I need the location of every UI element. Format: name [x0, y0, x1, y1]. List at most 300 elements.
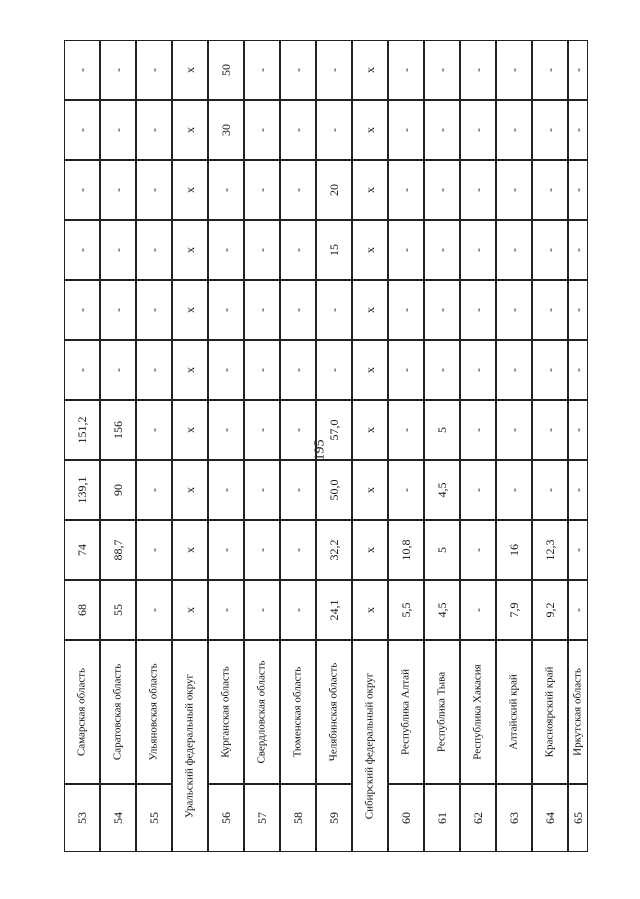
value-cell: [460, 40, 496, 100]
value-cell: [568, 100, 588, 160]
value-cell: [136, 400, 172, 460]
value-cell-text: -: [471, 548, 485, 552]
value-cell-text: -: [291, 428, 305, 432]
row-number: [460, 784, 496, 852]
value-cell: [244, 40, 280, 100]
value-cell: [172, 520, 208, 580]
value-cell-text: -: [543, 188, 557, 192]
value-cell-text: -: [399, 128, 413, 132]
value-cell-text: 50: [219, 64, 233, 76]
value-cell: [568, 580, 588, 640]
region-name: [532, 640, 568, 784]
value-cell: [208, 100, 244, 160]
value-cell-text: x: [183, 127, 197, 133]
value-cell-text: -: [471, 248, 485, 252]
value-cell: [424, 220, 460, 280]
value-cell: [100, 400, 136, 460]
value-cell: [352, 220, 388, 280]
value-cell-text: 88,7: [111, 539, 125, 561]
value-cell: [388, 580, 424, 640]
value-cell: [460, 460, 496, 520]
value-cell: [352, 340, 388, 400]
value-cell-text: -: [147, 68, 161, 72]
value-cell-text: -: [507, 308, 521, 312]
row-number: [280, 784, 316, 852]
row-number-text: 65: [571, 812, 585, 824]
value-cell: [280, 340, 316, 400]
value-cell: [424, 40, 460, 100]
value-cell-text: -: [571, 488, 585, 492]
value-cell-text: x: [363, 127, 377, 133]
value-cell-text: -: [255, 188, 269, 192]
value-cell-text: x: [183, 547, 197, 553]
value-cell: [532, 160, 568, 220]
value-cell: [280, 520, 316, 580]
value-cell: [208, 160, 244, 220]
value-cell-text: 68: [75, 604, 89, 616]
value-cell-text: -: [507, 488, 521, 492]
value-cell: [388, 160, 424, 220]
value-cell-text: -: [507, 428, 521, 432]
value-cell: [244, 100, 280, 160]
value-cell-text: -: [507, 188, 521, 192]
value-cell-text: -: [291, 368, 305, 372]
value-cell-text: 139,1: [75, 476, 89, 504]
value-cell-text: -: [471, 308, 485, 312]
value-cell: [208, 220, 244, 280]
value-cell-text: x: [183, 307, 197, 313]
value-cell-text: x: [363, 487, 377, 493]
value-cell: [64, 520, 100, 580]
value-cell: [136, 520, 172, 580]
value-cell-text: 5: [435, 547, 449, 553]
value-cell: [352, 280, 388, 340]
value-cell: [496, 520, 532, 580]
value-cell: [532, 400, 568, 460]
value-cell: [172, 40, 208, 100]
value-cell-text: x: [363, 547, 377, 553]
value-cell-text: -: [435, 368, 449, 372]
value-cell-text: 4,5: [435, 482, 449, 498]
value-cell-text: -: [571, 248, 585, 252]
region-name: [208, 640, 244, 784]
value-cell-text: -: [219, 368, 233, 372]
value-cell: [172, 160, 208, 220]
value-cell-text: 15: [327, 244, 341, 256]
value-cell: [244, 580, 280, 640]
value-cell-text: -: [75, 308, 89, 312]
value-cell-text: x: [363, 247, 377, 253]
value-cell-text: -: [255, 68, 269, 72]
value-cell-text: -: [111, 308, 125, 312]
value-cell: [172, 100, 208, 160]
region-name-text: Челябинская область: [327, 662, 340, 762]
region-name-text: Республика Хакасия: [471, 664, 484, 760]
value-cell: [352, 40, 388, 100]
value-cell-text: -: [147, 548, 161, 552]
region-name: [424, 640, 460, 784]
region-name: [388, 640, 424, 784]
value-cell: [532, 40, 568, 100]
value-cell-text: -: [571, 608, 585, 612]
value-cell-text: -: [291, 128, 305, 132]
value-cell-text: -: [255, 248, 269, 252]
value-cell: [532, 220, 568, 280]
value-cell: [172, 400, 208, 460]
value-cell: [568, 220, 588, 280]
value-cell-text: -: [471, 428, 485, 432]
value-cell: [208, 400, 244, 460]
value-cell: [424, 340, 460, 400]
value-cell: [244, 460, 280, 520]
region-name: [496, 640, 532, 784]
value-cell: [388, 520, 424, 580]
value-cell: [388, 460, 424, 520]
value-cell-text: -: [111, 248, 125, 252]
value-cell: [568, 340, 588, 400]
value-cell: [280, 280, 316, 340]
value-cell: [136, 460, 172, 520]
row-number-text: 59: [327, 812, 341, 824]
row-number: [388, 784, 424, 852]
value-cell: [64, 280, 100, 340]
value-cell-text: -: [399, 488, 413, 492]
region-name-text: Ульяновская область: [147, 663, 160, 761]
value-cell-text: 10,8: [399, 539, 413, 561]
value-cell-text: -: [471, 68, 485, 72]
value-cell-text: 7,9: [507, 602, 521, 618]
value-cell-text: -: [111, 68, 125, 72]
value-cell-text: x: [363, 607, 377, 613]
value-cell-text: -: [111, 368, 125, 372]
value-cell: [100, 340, 136, 400]
value-cell-text: -: [255, 308, 269, 312]
value-cell: [136, 100, 172, 160]
value-cell: [568, 40, 588, 100]
value-cell-text: -: [219, 608, 233, 612]
value-cell-text: -: [255, 488, 269, 492]
value-cell: [316, 160, 352, 220]
row-number-text: 60: [399, 812, 413, 824]
value-cell: [280, 460, 316, 520]
value-cell-text: -: [399, 188, 413, 192]
value-cell: [316, 400, 352, 460]
value-cell-text: -: [291, 608, 305, 612]
value-cell: [460, 520, 496, 580]
value-cell-text: 20: [327, 184, 341, 196]
value-cell-text: x: [183, 247, 197, 253]
value-cell-text: -: [435, 308, 449, 312]
value-cell-text: -: [543, 308, 557, 312]
value-cell-text: -: [435, 188, 449, 192]
value-cell-text: 90: [111, 484, 125, 496]
value-cell-text: -: [147, 428, 161, 432]
value-cell: [244, 220, 280, 280]
region-name-text: Республика Тыва: [435, 671, 448, 753]
value-cell-text: 30: [219, 124, 233, 136]
value-cell-text: -: [435, 68, 449, 72]
value-cell-text: 32,2: [327, 539, 341, 561]
value-cell: [496, 100, 532, 160]
value-cell: [568, 160, 588, 220]
value-cell-text: -: [399, 368, 413, 372]
value-cell: [568, 460, 588, 520]
row-number-text: 64: [543, 812, 557, 824]
value-cell-text: -: [291, 248, 305, 252]
value-cell: [208, 40, 244, 100]
value-cell: [460, 580, 496, 640]
value-cell-text: -: [327, 128, 341, 132]
value-cell-text: -: [571, 368, 585, 372]
value-cell-text: x: [183, 187, 197, 193]
value-cell: [496, 460, 532, 520]
value-cell: [100, 220, 136, 280]
value-cell-text: -: [571, 128, 585, 132]
region-name-text: Тюменская область: [291, 666, 304, 758]
value-cell-text: x: [363, 427, 377, 433]
value-cell: [64, 160, 100, 220]
value-cell: [316, 220, 352, 280]
value-cell: [388, 220, 424, 280]
value-cell: [496, 400, 532, 460]
row-number: [568, 784, 588, 852]
value-cell: [280, 400, 316, 460]
region-name-text: Свердловская область: [255, 660, 268, 764]
value-cell: [424, 520, 460, 580]
row-number: [316, 784, 352, 852]
value-cell-text: x: [363, 187, 377, 193]
value-cell: [64, 340, 100, 400]
district-header-text: Уральский федеральный округ: [183, 673, 196, 819]
row-number: [496, 784, 532, 852]
value-cell-text: -: [543, 488, 557, 492]
value-cell-text: -: [255, 128, 269, 132]
value-cell: [280, 160, 316, 220]
value-cell: [100, 520, 136, 580]
value-cell: [316, 580, 352, 640]
value-cell-text: -: [327, 308, 341, 312]
value-cell: [136, 160, 172, 220]
value-cell-text: -: [507, 128, 521, 132]
value-cell: [352, 580, 388, 640]
value-cell-text: -: [147, 608, 161, 612]
value-cell-text: -: [435, 248, 449, 252]
value-cell-text: -: [75, 128, 89, 132]
value-cell: [280, 100, 316, 160]
value-cell: [388, 400, 424, 460]
value-cell: [460, 400, 496, 460]
data-table: [64, 42, 588, 852]
value-cell: [244, 340, 280, 400]
value-cell-text: -: [75, 368, 89, 372]
value-cell-text: 5: [435, 427, 449, 433]
value-cell-text: -: [219, 428, 233, 432]
value-cell: [100, 160, 136, 220]
row-number-text: 55: [147, 812, 161, 824]
value-cell: [172, 460, 208, 520]
row-number: [532, 784, 568, 852]
value-cell-text: -: [219, 188, 233, 192]
value-cell-text: -: [543, 248, 557, 252]
value-cell: [172, 220, 208, 280]
value-cell: [64, 460, 100, 520]
value-cell-text: -: [471, 488, 485, 492]
value-cell: [64, 220, 100, 280]
region-name: [316, 640, 352, 784]
value-cell-text: -: [399, 68, 413, 72]
value-cell: [532, 580, 568, 640]
value-cell-text: -: [219, 248, 233, 252]
value-cell-text: -: [571, 308, 585, 312]
value-cell: [64, 100, 100, 160]
value-cell-text: x: [183, 367, 197, 373]
value-cell-text: -: [435, 128, 449, 132]
value-cell-text: -: [399, 248, 413, 252]
value-cell: [316, 100, 352, 160]
value-cell-text: -: [147, 248, 161, 252]
value-cell: [244, 160, 280, 220]
value-cell-text: -: [571, 188, 585, 192]
value-cell: [136, 40, 172, 100]
region-name-text: Республика Алтай: [399, 669, 412, 755]
value-cell: [280, 40, 316, 100]
value-cell: [424, 100, 460, 160]
value-cell: [424, 400, 460, 460]
value-cell: [496, 580, 532, 640]
value-cell: [100, 460, 136, 520]
value-cell-text: -: [543, 428, 557, 432]
value-cell-text: -: [111, 188, 125, 192]
value-cell-text: 50,0: [327, 479, 341, 501]
value-cell: [208, 460, 244, 520]
value-cell-text: -: [75, 68, 89, 72]
value-cell: [208, 580, 244, 640]
value-cell-text: -: [399, 428, 413, 432]
value-cell: [208, 340, 244, 400]
value-cell: [568, 280, 588, 340]
value-cell: [388, 280, 424, 340]
region-name: [64, 640, 100, 784]
page-number-text: 195: [312, 439, 327, 461]
value-cell: [208, 520, 244, 580]
value-cell-text: -: [543, 368, 557, 372]
value-cell-text: -: [147, 368, 161, 372]
value-cell-text: -: [147, 488, 161, 492]
value-cell: [172, 340, 208, 400]
value-cell: [136, 580, 172, 640]
value-cell-text: -: [327, 68, 341, 72]
value-cell-text: -: [147, 188, 161, 192]
value-cell-text: -: [471, 368, 485, 372]
value-cell-text: 4,5: [435, 602, 449, 618]
value-cell: [460, 220, 496, 280]
value-cell-text: -: [327, 368, 341, 372]
value-cell-text: -: [291, 308, 305, 312]
row-number-text: 63: [507, 812, 521, 824]
row-number-text: 62: [471, 812, 485, 824]
value-cell-text: x: [363, 67, 377, 73]
value-cell: [172, 280, 208, 340]
value-cell-text: 74: [75, 544, 89, 556]
region-name: [136, 640, 172, 784]
value-cell: [424, 280, 460, 340]
value-cell: [532, 460, 568, 520]
region-name: [244, 640, 280, 784]
value-cell-text: -: [111, 128, 125, 132]
value-cell-text: -: [507, 68, 521, 72]
district-header-text: Сибирский федеральный округ: [363, 672, 376, 820]
value-cell-text: -: [75, 188, 89, 192]
value-cell: [352, 520, 388, 580]
value-cell-text: -: [571, 548, 585, 552]
value-cell-text: 57,0: [327, 419, 341, 441]
row-number: [208, 784, 244, 852]
value-cell: [136, 340, 172, 400]
value-cell-text: -: [147, 128, 161, 132]
value-cell: [496, 160, 532, 220]
row-number-text: 58: [291, 812, 305, 824]
value-cell: [424, 160, 460, 220]
value-cell-text: 24,1: [327, 599, 341, 621]
row-number-text: 56: [219, 812, 233, 824]
value-cell-text: -: [571, 428, 585, 432]
value-cell-text: -: [219, 308, 233, 312]
value-cell: [280, 220, 316, 280]
value-cell: [424, 460, 460, 520]
value-cell: [100, 100, 136, 160]
value-cell: [316, 520, 352, 580]
value-cell: [64, 40, 100, 100]
value-cell: [388, 40, 424, 100]
value-cell-text: -: [219, 548, 233, 552]
value-cell-text: 151,2: [75, 416, 89, 444]
value-cell: [532, 520, 568, 580]
row-number: [64, 784, 100, 852]
value-cell: [460, 160, 496, 220]
value-cell: [460, 340, 496, 400]
value-cell: [208, 280, 244, 340]
value-cell: [64, 580, 100, 640]
value-cell-text: -: [543, 128, 557, 132]
value-cell-text: -: [507, 368, 521, 372]
value-cell: [496, 280, 532, 340]
value-cell: [532, 280, 568, 340]
value-cell: [136, 280, 172, 340]
row-number: [424, 784, 460, 852]
row-number-text: 57: [255, 812, 269, 824]
value-cell-text: -: [219, 488, 233, 492]
value-cell: [64, 400, 100, 460]
row-number-text: 53: [75, 812, 89, 824]
row-number: [244, 784, 280, 852]
value-cell-text: x: [183, 607, 197, 613]
value-cell-text: x: [183, 487, 197, 493]
value-cell: [568, 520, 588, 580]
district-header: [352, 640, 388, 852]
value-cell: [388, 340, 424, 400]
value-cell-text: x: [183, 67, 197, 73]
value-cell-text: -: [571, 68, 585, 72]
district-header: [172, 640, 208, 852]
value-cell-text: -: [291, 548, 305, 552]
value-cell-text: 12,3: [543, 539, 557, 561]
value-cell-text: 55: [111, 604, 125, 616]
value-cell: [352, 400, 388, 460]
value-cell-text: -: [75, 248, 89, 252]
region-name-text: Саратовская область: [111, 663, 124, 761]
value-cell-text: -: [291, 188, 305, 192]
value-cell-text: -: [255, 548, 269, 552]
